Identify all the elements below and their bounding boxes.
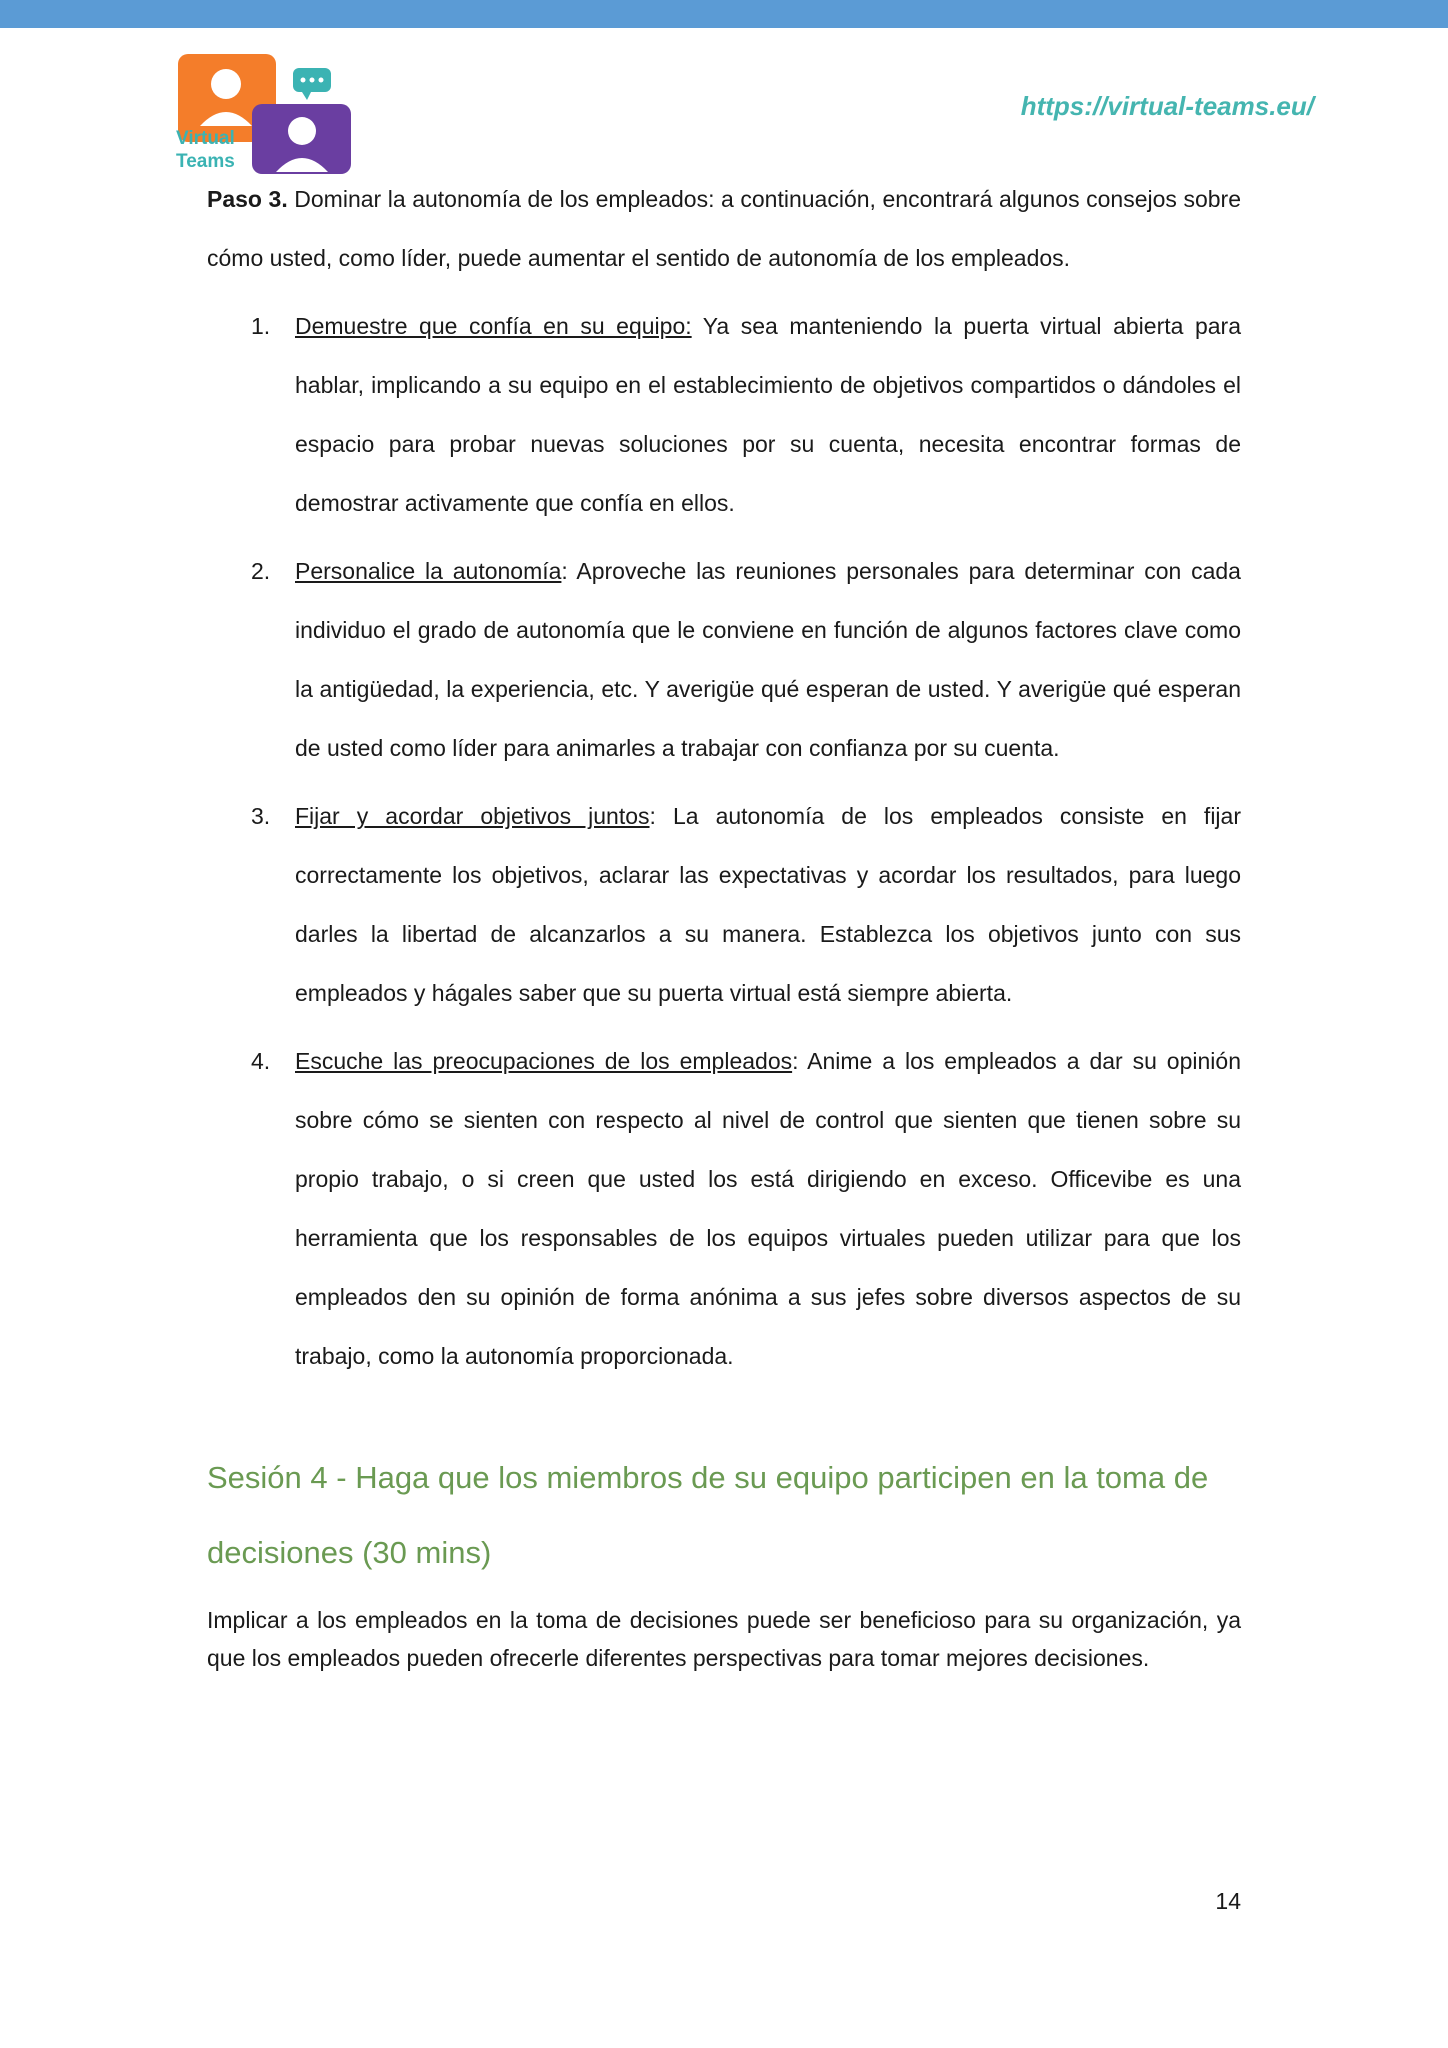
logo-text-teams: Teams [176,151,235,172]
list-item-text: : Anime a los empleados a dar su opinión sobre cómo se sienten con respecto al nivel de control que sienten que tienen sobre su propio trabajo, o si creen que usted los está dirigiendo en exceso. Officevibe es una herramienta que los responsables de los equipos virtuales pueden utilizar para que los empleados den su opinión de forma anónima a sus jefes sobre diversos aspectos de su trabajo, como la autonomía proporcionada. [295,1048,1241,1369]
list-item-term: Personalice la autonomía [295,558,562,584]
step3-paragraph [207,170,1241,288]
list-item-number: 1. [251,313,271,339]
site-url-link[interactable]: https://virtual-teams.eu/ [1020,91,1314,121]
list-item-text: : La autonomía de los empleados consiste en fijar correctamente los objetivos, aclarar las expectativas y acordar los resultados, para luego darles la libertad de alcanzarlos a su manera. Establezca los objetivos junto con sus empleados y hágales saber que su puerta virtual está siempre abierta. [295,803,1241,1006]
autonomy-tips-list [207,297,1241,1386]
list-item-number: 2. [251,558,271,584]
list-item-term: Escuche las preocupaciones de los empleados [295,1048,793,1074]
list-item-text: Ya sea manteniendo la puerta virtual abierta para hablar, implicando a su equipo en el establecimiento de objetivos compartidos o dándoles el espacio para probar nuevas soluciones por su cuenta, necesita encontrar formas de demostrar activamente que confía en ellos. [295,313,1242,516]
section-4-heading: Sesión 4 - Haga que los miembros de su equipo participen en la toma de decisiones (30 mins) [207,1460,1209,1570]
logo-wordmark [176,127,235,173]
list-item [207,1032,1241,1386]
list-item [207,542,1241,778]
page-content [207,170,1241,1677]
list-item-text: : Aproveche las reuniones personales para determinar con cada individuo el grado de autonomía que le conviene en función de algunos factores clave como la antigüedad, la experiencia, etc. Y averigüe qué esperan de usted. Y averigüe qué esperan de usted como líder para animarles a trabajar con confianza por su cuenta. [295,558,1241,761]
top-accent-bar [0,0,1448,28]
list-item-term: Demuestre que confía en su equipo: [295,313,692,339]
logo-text-virtual: Virtual [176,128,235,149]
list-item-term: Fijar y acordar objetivos juntos [295,803,650,829]
page-number: 14 [1215,1888,1241,1914]
step3-text: Dominar la autonomía de los empleados: a continuación, encontrará algunos consejos sobre cómo usted, como líder, puede aumentar el sentido de autonomía de los empleados. [207,186,1241,271]
list-item-number: 3. [251,803,271,829]
list-item [207,297,1241,533]
list-item-number: 4. [251,1048,271,1074]
section-4-intro: Implicar a los empleados en la toma de decisiones puede ser beneficioso para su organización, ya que los empleados pueden ofrecerle diferentes perspectivas para tomar mejores decisiones. [207,1607,1241,1671]
list-item [207,787,1241,1023]
step3-label: Paso 3. [207,186,288,212]
